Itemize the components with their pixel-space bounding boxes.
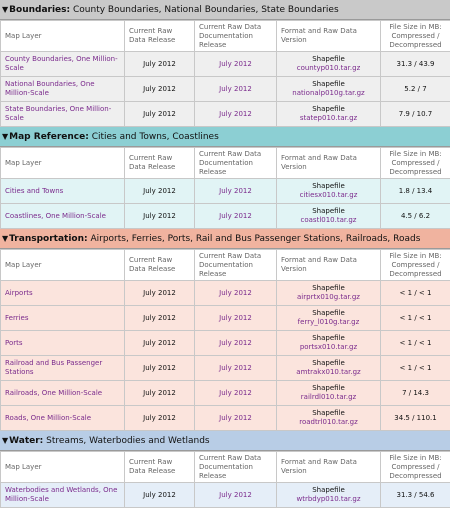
- header-raw-release: Current Raw Data Release: [125, 148, 195, 179]
- raw-release-cell: July 2012: [125, 483, 195, 508]
- file-size-cell: 5.2 / 7: [381, 77, 450, 102]
- file-download-link[interactable]: portsx010.tar.gz: [299, 343, 358, 351]
- layer-table: [0, 147, 450, 229]
- header-raw-release: Current Raw Data Release: [125, 452, 195, 483]
- table-row: [1, 102, 450, 127]
- doc-release-link[interactable]: July 2012: [219, 109, 252, 118]
- header-file-size: File Size in MB: Compressed / Decompressed: [381, 21, 450, 52]
- file-download-link[interactable]: ferry_l010g.tar.gz: [297, 318, 360, 326]
- raw-release-cell: July 2012: [125, 102, 195, 127]
- doc-release-cell: [195, 204, 277, 229]
- file-download-link[interactable]: statep010.tar.gz: [299, 114, 358, 122]
- format-cell: [277, 52, 381, 77]
- format-cell: [277, 281, 381, 306]
- table-row: [1, 52, 450, 77]
- section: [0, 229, 450, 431]
- layer-name-link[interactable]: Roads, One Million-Scale: [5, 413, 92, 422]
- table-row: [1, 406, 450, 431]
- layer-name-cell: [1, 331, 125, 356]
- raw-release-cell: July 2012: [125, 406, 195, 431]
- file-download-link[interactable]: countyp010.tar.gz: [296, 64, 361, 72]
- header-doc-release: Current Raw Data Documentation Release: [195, 21, 277, 52]
- table-row: [1, 356, 450, 381]
- format-cell: [277, 406, 381, 431]
- raw-release-cell: July 2012: [125, 179, 195, 204]
- format-label: Shapefile: [312, 384, 345, 392]
- file-size-cell: 1.8 / 13.4: [381, 179, 450, 204]
- doc-release-cell: [195, 306, 277, 331]
- format-label: Shapefile: [312, 309, 345, 317]
- doc-release-cell: [195, 77, 277, 102]
- doc-release-link[interactable]: July 2012: [219, 338, 252, 347]
- collapse-triangle-icon[interactable]: ▼: [2, 436, 9, 445]
- format-cell: [277, 483, 381, 508]
- layer-name-cell: [1, 406, 125, 431]
- raw-release-cell: July 2012: [125, 52, 195, 77]
- header-raw-release: Current Raw Data Release: [125, 250, 195, 281]
- layer-name-link[interactable]: State Boundaries, One Million-Scale: [5, 105, 112, 122]
- layer-name-cell: [1, 179, 125, 204]
- layer-name-cell: [1, 77, 125, 102]
- doc-release-cell: [195, 179, 277, 204]
- header-file-size: File Size in MB: Compressed / Decompressed: [381, 250, 450, 281]
- file-download-link[interactable]: coastl010.tar.gz: [300, 216, 357, 224]
- format-label: Shapefile: [312, 284, 345, 292]
- format-label: Shapefile: [312, 409, 345, 417]
- layer-name-cell: [1, 281, 125, 306]
- raw-release-cell: July 2012: [125, 381, 195, 406]
- section-subtitle: County Boundaries, National Boundaries, State Boundaries: [73, 5, 339, 15]
- table-header-row: [1, 452, 450, 483]
- layer-name-link[interactable]: County Boundaries, One Million-Scale: [5, 55, 118, 72]
- table-row: [1, 331, 450, 356]
- section-subtitle: Streams, Waterbodies and Wetlands: [46, 436, 210, 446]
- header-format: Format and Raw Data Version: [277, 148, 381, 179]
- doc-release-link[interactable]: July 2012: [219, 186, 252, 195]
- doc-release-link[interactable]: July 2012: [219, 313, 252, 322]
- section: [0, 127, 450, 229]
- raw-release-cell: July 2012: [125, 331, 195, 356]
- section-header[interactable]: [0, 0, 450, 20]
- doc-release-link[interactable]: July 2012: [219, 490, 252, 499]
- raw-release-cell: July 2012: [125, 356, 195, 381]
- layer-name-link[interactable]: National Boundaries, One Million-Scale: [5, 80, 95, 97]
- header-format: Format and Raw Data Version: [277, 21, 381, 52]
- section-header[interactable]: [0, 229, 450, 249]
- header-map-layer: Map Layer: [1, 148, 125, 179]
- header-doc-release: Current Raw Data Documentation Release: [195, 452, 277, 483]
- layer-name-link[interactable]: Coastlines, One Million-Scale: [5, 211, 106, 220]
- format-label: Shapefile: [312, 80, 345, 88]
- table-header-row: [1, 21, 450, 52]
- header-map-layer: Map Layer: [1, 21, 125, 52]
- format-label: Shapefile: [312, 334, 345, 342]
- header-map-layer: Map Layer: [1, 452, 125, 483]
- layer-name-link[interactable]: Ferries: [5, 313, 29, 322]
- section-header[interactable]: [0, 431, 450, 451]
- header-map-layer: Map Layer: [1, 250, 125, 281]
- table-row: [1, 306, 450, 331]
- doc-release-link[interactable]: July 2012: [219, 84, 252, 93]
- file-download-link[interactable]: railrdl010.tar.gz: [300, 393, 357, 401]
- format-label: Shapefile: [312, 182, 345, 190]
- section-title: Map Reference:: [9, 132, 89, 142]
- header-raw-release: Current Raw Data Release: [125, 21, 195, 52]
- format-label: Shapefile: [312, 359, 345, 367]
- file-size-cell: 34.5 / 110.1: [381, 406, 450, 431]
- file-download-link[interactable]: wtrbdyp010.tar.gz: [296, 495, 361, 503]
- layer-name-link[interactable]: Ports: [5, 338, 23, 347]
- format-cell: [277, 306, 381, 331]
- file-size-cell: < 1 / < 1: [381, 281, 450, 306]
- layer-name-link[interactable]: Airports: [5, 288, 33, 297]
- doc-release-link[interactable]: July 2012: [219, 59, 252, 68]
- table-row: [1, 204, 450, 229]
- file-size-cell: 31.3 / 43.9: [381, 52, 450, 77]
- layer-name-cell: [1, 52, 125, 77]
- doc-release-cell: [195, 483, 277, 508]
- file-download-link[interactable]: nationalp010g.tar.gz: [292, 89, 365, 97]
- layer-name-cell: [1, 483, 125, 508]
- header-format: Format and Raw Data Version: [277, 452, 381, 483]
- file-size-cell: < 1 / < 1: [381, 356, 450, 381]
- format-cell: [277, 102, 381, 127]
- doc-release-cell: [195, 331, 277, 356]
- table-row: [1, 281, 450, 306]
- layer-table: [0, 249, 450, 431]
- table-header-row: [1, 148, 450, 179]
- layer-name-link[interactable]: Cities and Towns: [5, 186, 64, 195]
- raw-release-cell: July 2012: [125, 204, 195, 229]
- table-row: [1, 483, 450, 508]
- file-size-cell: 7.9 / 10.7: [381, 102, 450, 127]
- collapse-triangle-icon[interactable]: ▼: [2, 234, 9, 243]
- table-row: [1, 179, 450, 204]
- doc-release-cell: [195, 52, 277, 77]
- header-doc-release: Current Raw Data Documentation Release: [195, 250, 277, 281]
- format-cell: [277, 179, 381, 204]
- collapse-triangle-icon[interactable]: ▼: [2, 132, 9, 141]
- section-title: Boundaries:: [9, 5, 71, 15]
- section-title: Transportation:: [9, 234, 88, 244]
- header-file-size: File Size in MB: Compressed / Decompressed: [381, 452, 450, 483]
- table-row: [1, 77, 450, 102]
- file-download-link[interactable]: airprtx010g.tar.gz: [297, 293, 360, 301]
- layer-name-cell: [1, 381, 125, 406]
- format-cell: [277, 356, 381, 381]
- header-file-size: File Size in MB: Compressed / Decompressed: [381, 148, 450, 179]
- file-size-cell: 31.3 / 54.6: [381, 483, 450, 508]
- section: [0, 0, 450, 127]
- file-download-link[interactable]: amtrakx010.tar.gz: [296, 368, 361, 376]
- layer-table: [0, 20, 450, 127]
- format-cell: [277, 381, 381, 406]
- section: [0, 431, 450, 508]
- format-label: Shapefile: [312, 207, 345, 215]
- doc-release-cell: [195, 406, 277, 431]
- section-subtitle: Cities and Towns, Coastlines: [91, 132, 219, 142]
- format-label: Shapefile: [312, 486, 345, 494]
- table-row: [1, 381, 450, 406]
- format-cell: [277, 204, 381, 229]
- section-title: Water:: [9, 436, 44, 446]
- format-label: Shapefile: [312, 105, 345, 113]
- raw-release-cell: July 2012: [125, 281, 195, 306]
- layer-name-cell: [1, 204, 125, 229]
- collapse-triangle-icon[interactable]: ▼: [2, 5, 9, 14]
- table-header-row: [1, 250, 450, 281]
- doc-release-link[interactable]: July 2012: [219, 413, 252, 422]
- layer-table: [0, 451, 450, 508]
- layer-name-link[interactable]: Railroads, One Million-Scale: [5, 388, 103, 397]
- layer-name-cell: [1, 102, 125, 127]
- doc-release-link[interactable]: July 2012: [219, 388, 252, 397]
- raw-release-cell: July 2012: [125, 306, 195, 331]
- file-size-cell: < 1 / < 1: [381, 306, 450, 331]
- file-size-cell: < 1 / < 1: [381, 331, 450, 356]
- raw-release-cell: July 2012: [125, 77, 195, 102]
- doc-release-cell: [195, 281, 277, 306]
- section-subtitle: Airports, Ferries, Ports, Rail and Bus Passenger Stations, Railroads, Roads: [90, 234, 421, 244]
- header-format: Format and Raw Data Version: [277, 250, 381, 281]
- format-cell: [277, 77, 381, 102]
- format-cell: [277, 331, 381, 356]
- doc-release-cell: [195, 102, 277, 127]
- layer-name-link[interactable]: Waterbodies and Wetlands, One Million-Scale: [5, 486, 118, 503]
- doc-release-link[interactable]: July 2012: [219, 288, 252, 297]
- file-size-cell: 4.5 / 6.2: [381, 204, 450, 229]
- file-download-link[interactable]: roadtrl010.tar.gz: [299, 418, 358, 426]
- file-size-cell: 7 / 14.3: [381, 381, 450, 406]
- doc-release-cell: [195, 381, 277, 406]
- layer-name-link[interactable]: Railroad and Bus Passenger Stations: [5, 359, 103, 376]
- doc-release-cell: [195, 356, 277, 381]
- doc-release-link[interactable]: July 2012: [219, 363, 252, 372]
- header-doc-release: Current Raw Data Documentation Release: [195, 148, 277, 179]
- format-label: Shapefile: [312, 55, 345, 63]
- section-header[interactable]: [0, 127, 450, 147]
- layer-name-cell: [1, 356, 125, 381]
- file-download-link[interactable]: citiesx010.tar.gz: [299, 191, 358, 199]
- doc-release-link[interactable]: July 2012: [219, 211, 252, 220]
- layer-name-cell: [1, 306, 125, 331]
